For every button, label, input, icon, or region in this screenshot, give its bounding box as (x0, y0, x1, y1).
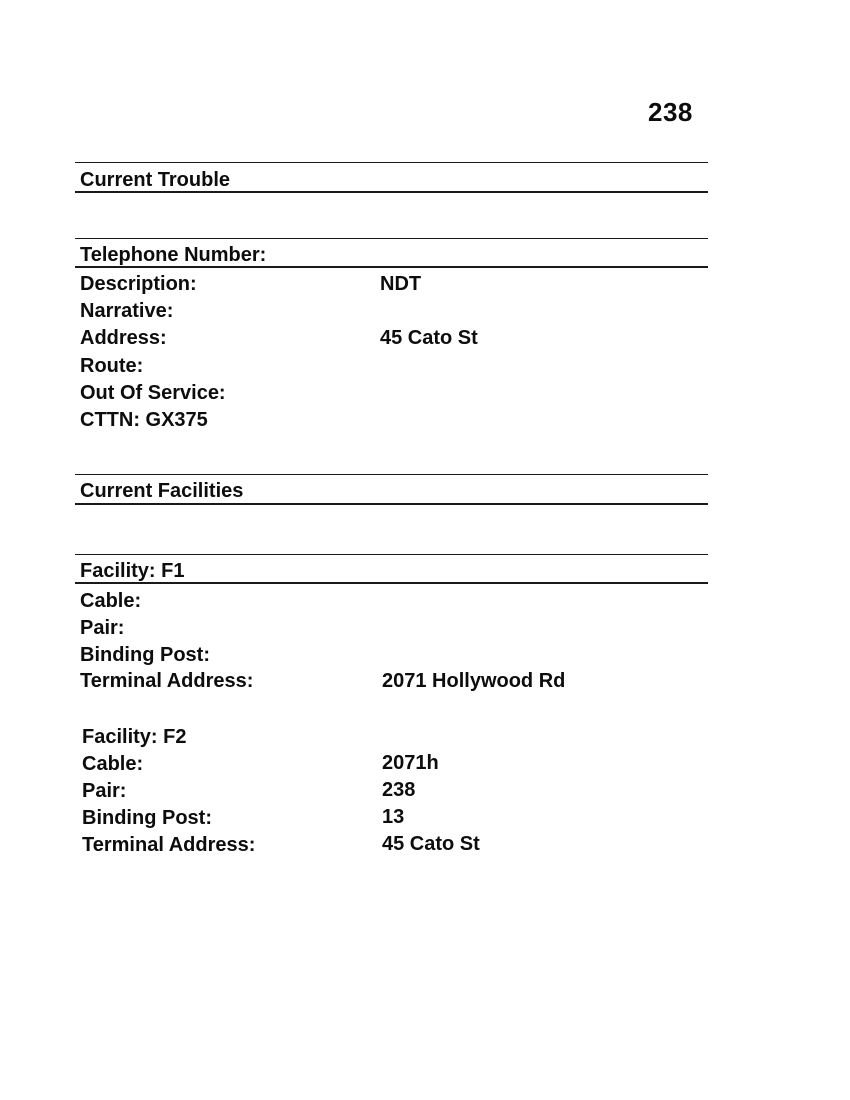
f1-cable-label: Cable: (80, 590, 142, 612)
section-rule-top (75, 474, 708, 475)
section-rule-bottom (75, 582, 708, 584)
f2-pair-label: Pair: (82, 780, 127, 802)
page-number: 238 (648, 97, 693, 127)
facility-f1-title: Facility: F1 (80, 560, 185, 582)
f1-pair-label: Pair: (80, 617, 125, 639)
narrative-label: Narrative: (80, 300, 174, 322)
f2-cable-value: 2071h (382, 752, 439, 774)
cttn-label: CTTN: GX375 (80, 409, 208, 431)
f1-terminal-address-value: 2071 Hollywood Rd (382, 670, 566, 692)
section-rule-top (75, 162, 708, 163)
f2-terminal-address-value: 45 Cato St (382, 833, 480, 855)
route-label: Route: (80, 355, 144, 377)
address-value: 45 Cato St (380, 327, 478, 349)
section-rule-top (75, 554, 708, 555)
f2-binding-post-label: Binding Post: (82, 807, 212, 829)
facility-f2-title: Facility: F2 (82, 726, 187, 748)
description-label: Description: (80, 273, 197, 295)
f2-binding-post-value: 13 (382, 806, 405, 828)
section-rule-top (75, 238, 708, 239)
out-of-service-label: Out Of Service: (80, 382, 226, 404)
address-label: Address: (80, 327, 167, 349)
telephone-number-label: Telephone Number: (80, 244, 267, 266)
current-facilities-heading: Current Facilities (80, 480, 244, 502)
description-value: NDT (380, 273, 422, 295)
f2-terminal-address-label: Terminal Address: (82, 834, 256, 856)
f2-cable-label: Cable: (82, 753, 144, 775)
section-rule-bottom (75, 503, 708, 505)
section-rule-bottom (75, 191, 708, 193)
f2-pair-value: 238 (382, 779, 416, 801)
section-rule-bottom (75, 266, 708, 268)
f1-terminal-address-label: Terminal Address: (80, 670, 254, 692)
f1-binding-post-label: Binding Post: (80, 644, 210, 666)
current-trouble-heading: Current Trouble (80, 169, 231, 191)
